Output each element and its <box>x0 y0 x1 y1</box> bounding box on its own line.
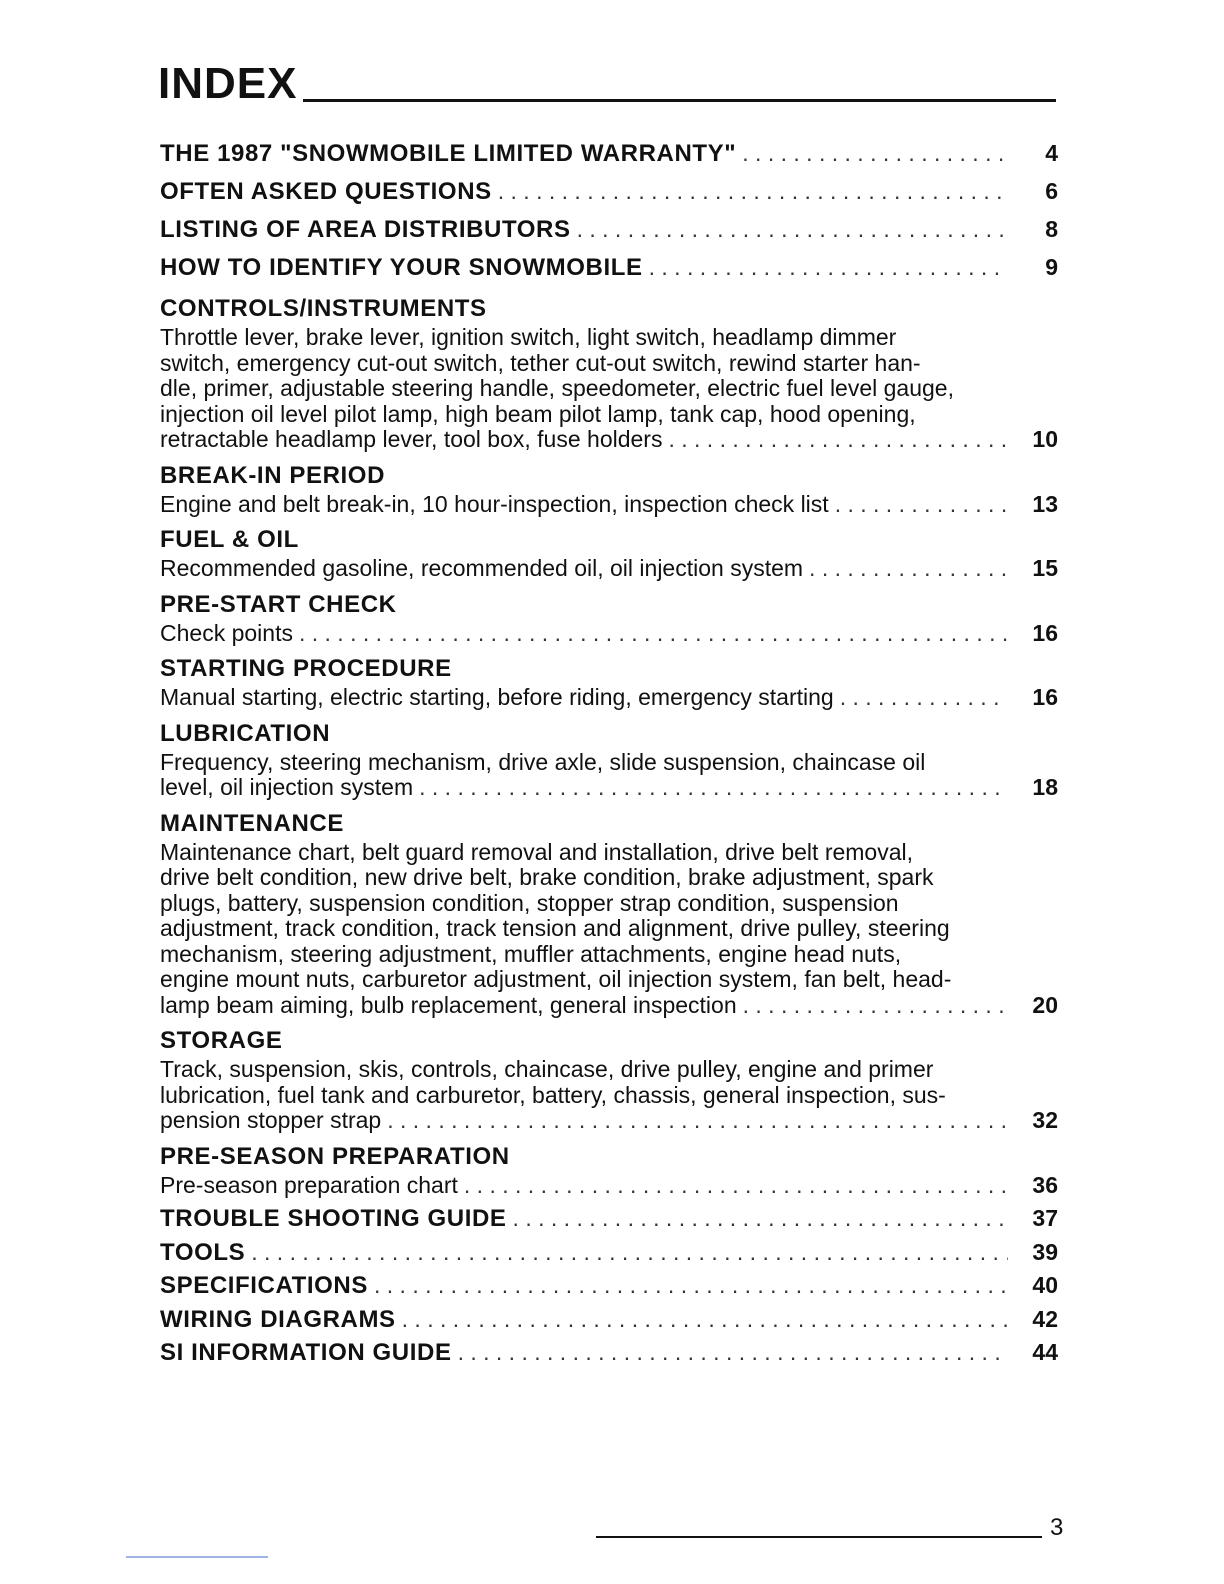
dot-leader <box>452 1336 1008 1370</box>
section-heading: CONTROLS/INSTRUMENTS <box>160 295 487 322</box>
toc-line <box>160 1269 1058 1303</box>
toc-entry-text: WIRING DIAGRAMS <box>160 1305 396 1333</box>
dot-leader <box>458 1173 1008 1199</box>
toc-line <box>160 210 1058 249</box>
section-description <box>160 685 1058 711</box>
footer-rule <box>596 1536 1042 1538</box>
section-description <box>160 1173 1058 1199</box>
description-line: switch, emergency cut-out switch, tether cut-out switch, rewind starter han- <box>160 349 921 376</box>
toc-entry-text: lamp beam aiming, bulb replacement, general inspection <box>160 991 737 1018</box>
toc-section <box>160 462 1058 518</box>
description-line: plugs, battery, suspension condition, stopper strap condition, suspension <box>160 889 899 916</box>
toc-page-number: 10 <box>1032 426 1058 452</box>
description-line: lubrication, fuel tank and carburetor, battery, chassis, general inspection, sus- <box>160 1081 946 1108</box>
toc-page-number: 8 <box>1045 216 1058 242</box>
toc-entry-text: Pre-season preparation chart <box>160 1171 458 1198</box>
section-description <box>160 621 1058 647</box>
description-line: drive belt condition, new drive belt, brake condition, brake adjustment, spark <box>160 864 934 890</box>
toc-line <box>160 1336 1058 1370</box>
toc-line <box>160 1108 1058 1134</box>
section-heading: PRE-START CHECK <box>160 590 397 618</box>
toc-entry-text: Manual starting, electric starting, before riding, emergency starting <box>160 684 834 710</box>
toc-section <box>160 591 1058 647</box>
description-line: mechanism, steering adjustment, muffler attachments, engine head nuts, <box>160 940 902 967</box>
toc-line <box>160 492 1058 518</box>
toc-main-entry <box>160 1236 1058 1270</box>
toc-page-number: 20 <box>1032 991 1058 1018</box>
toc-entry-text: TOOLS <box>160 1238 246 1266</box>
description-line: Maintenance chart, belt guard removal and installation, drive belt removal, <box>160 838 914 865</box>
toc-entry-text: pension stopper strap <box>160 1107 382 1133</box>
toc-page-number: 16 <box>1032 619 1058 646</box>
toc-section <box>160 295 1058 453</box>
toc-main-entry <box>160 210 1058 248</box>
toc-section <box>160 720 1058 801</box>
dot-leader <box>662 427 1008 453</box>
scan-mark <box>126 1556 268 1558</box>
toc-page-number: 32 <box>1032 1107 1058 1133</box>
dot-leader <box>829 492 1008 518</box>
dot-leader <box>803 556 1008 582</box>
toc-page-number: 44 <box>1032 1339 1058 1365</box>
toc-main-entry <box>160 172 1058 210</box>
toc-line <box>160 1303 1058 1337</box>
toc-entry-text: THE 1987 "SNOWMOBILE LIMITED WARRANTY" <box>160 140 737 167</box>
dot-leader <box>507 1202 1008 1236</box>
toc-page-number: 4 <box>1045 140 1058 166</box>
page-title: INDEX <box>158 59 298 108</box>
toc-page-number: 6 <box>1045 178 1058 204</box>
dot-leader <box>834 685 1008 711</box>
section-heading: PRE-SEASON PREPARATION <box>160 1142 510 1170</box>
toc-page-number: 16 <box>1032 684 1058 710</box>
toc-main-entry <box>160 1336 1058 1370</box>
section-description <box>160 750 1058 801</box>
dot-leader <box>736 134 1008 172</box>
toc-line <box>160 1173 1058 1199</box>
section-heading: FUEL & OIL <box>160 526 299 553</box>
dot-leader <box>396 1303 1008 1337</box>
dot-leader <box>368 1269 1008 1303</box>
dot-leader <box>381 1108 1008 1134</box>
section-heading: LUBRICATION <box>160 719 331 747</box>
toc-main-entry <box>160 248 1058 286</box>
toc-page-number: 42 <box>1032 1305 1058 1332</box>
toc-main-entry <box>160 1269 1058 1303</box>
description-line: Throttle lever, brake lever, ignition switch, light switch, headlamp dimmer <box>160 324 897 350</box>
section-heading: STORAGE <box>160 1027 283 1054</box>
toc-line <box>160 248 1058 287</box>
toc-page-number: 13 <box>1032 490 1058 517</box>
toc-entry-text: SI INFORMATION GUIDE <box>160 1339 452 1366</box>
description-line: dle, primer, adjustable steering handle, speedometer, electric fuel level gauge, <box>160 375 954 401</box>
toc-line <box>160 1202 1058 1236</box>
description-line: adjustment, track condition, track tension and alignment, drive pulley, steering <box>160 915 950 941</box>
section-description <box>160 325 1058 453</box>
toc-page-number: 15 <box>1032 555 1058 581</box>
title-row <box>158 58 1056 106</box>
toc-line <box>160 993 1058 1019</box>
toc-page-number: 9 <box>1045 254 1058 280</box>
title-underline <box>303 99 1056 102</box>
toc-page-number: 37 <box>1032 1205 1058 1231</box>
dot-leader <box>492 172 1008 210</box>
toc-entry-text: level, oil injection system <box>160 774 414 800</box>
dot-leader <box>737 993 1008 1019</box>
dot-leader <box>245 1236 1008 1270</box>
description-line: injection oil level pilot lamp, high beam pilot lamp, tank cap, hood opening, <box>160 400 916 427</box>
toc-line <box>160 172 1058 211</box>
toc-entry-text: OFTEN ASKED QUESTIONS <box>160 178 492 205</box>
toc-line <box>160 134 1058 173</box>
section-heading: BREAK-IN PERIOD <box>160 461 386 489</box>
toc-section <box>160 526 1058 582</box>
description-line: engine mount nuts, carburetor adjustment, oil injection system, fan belt, head- <box>160 966 952 992</box>
toc-section <box>160 655 1058 711</box>
toc-line <box>160 685 1058 711</box>
toc-line <box>160 775 1058 801</box>
dot-leader <box>571 210 1008 248</box>
toc-entry-text: SPECIFICATIONS <box>160 1272 368 1299</box>
toc-line <box>160 1236 1058 1270</box>
toc-page-number: 18 <box>1032 774 1058 800</box>
toc-main-entry <box>160 1202 1058 1236</box>
toc-main-entry <box>160 1303 1058 1337</box>
section-description <box>160 1057 1058 1134</box>
toc-section <box>160 1143 1058 1199</box>
toc-entry-text: Check points <box>160 619 293 646</box>
section-description <box>160 556 1058 582</box>
toc-line <box>160 427 1058 453</box>
toc-section <box>160 1027 1058 1134</box>
toc-entry-text: Recommended gasoline, recommended oil, oil injection system <box>160 555 804 581</box>
toc-entry-text: Engine and belt break-in, 10 hour-inspection, inspection check list <box>160 490 829 517</box>
section-heading: STARTING PROCEDURE <box>160 655 452 682</box>
toc-entry-text: TROUBLE SHOOTING GUIDE <box>160 1205 507 1232</box>
toc-line <box>160 556 1058 582</box>
toc-page-number: 39 <box>1032 1238 1058 1265</box>
toc-entry-text: LISTING OF AREA DISTRIBUTORS <box>160 216 571 243</box>
description-line: Frequency, steering mechanism, drive axle, slide suspension, chaincase oil <box>160 748 926 775</box>
toc-line <box>160 621 1058 647</box>
toc-entry-text: retractable headlamp lever, tool box, fuse holders <box>160 426 663 452</box>
section-description <box>160 492 1058 518</box>
toc-entry-text: HOW TO IDENTIFY YOUR SNOWMOBILE <box>160 254 643 281</box>
page-number: 3 <box>1050 1514 1064 1541</box>
section-description <box>160 840 1058 1019</box>
dot-leader <box>643 248 1008 286</box>
toc-section <box>160 810 1058 1019</box>
section-heading: MAINTENANCE <box>160 809 344 837</box>
toc-main-entry <box>160 134 1058 172</box>
dot-leader <box>413 775 1008 801</box>
toc-page-number: 36 <box>1032 1171 1058 1198</box>
toc-page-number: 40 <box>1032 1272 1058 1298</box>
table-of-contents <box>160 134 1058 1370</box>
dot-leader <box>293 621 1008 647</box>
description-line: Track, suspension, skis, controls, chaincase, drive pulley, engine and primer <box>160 1056 934 1082</box>
